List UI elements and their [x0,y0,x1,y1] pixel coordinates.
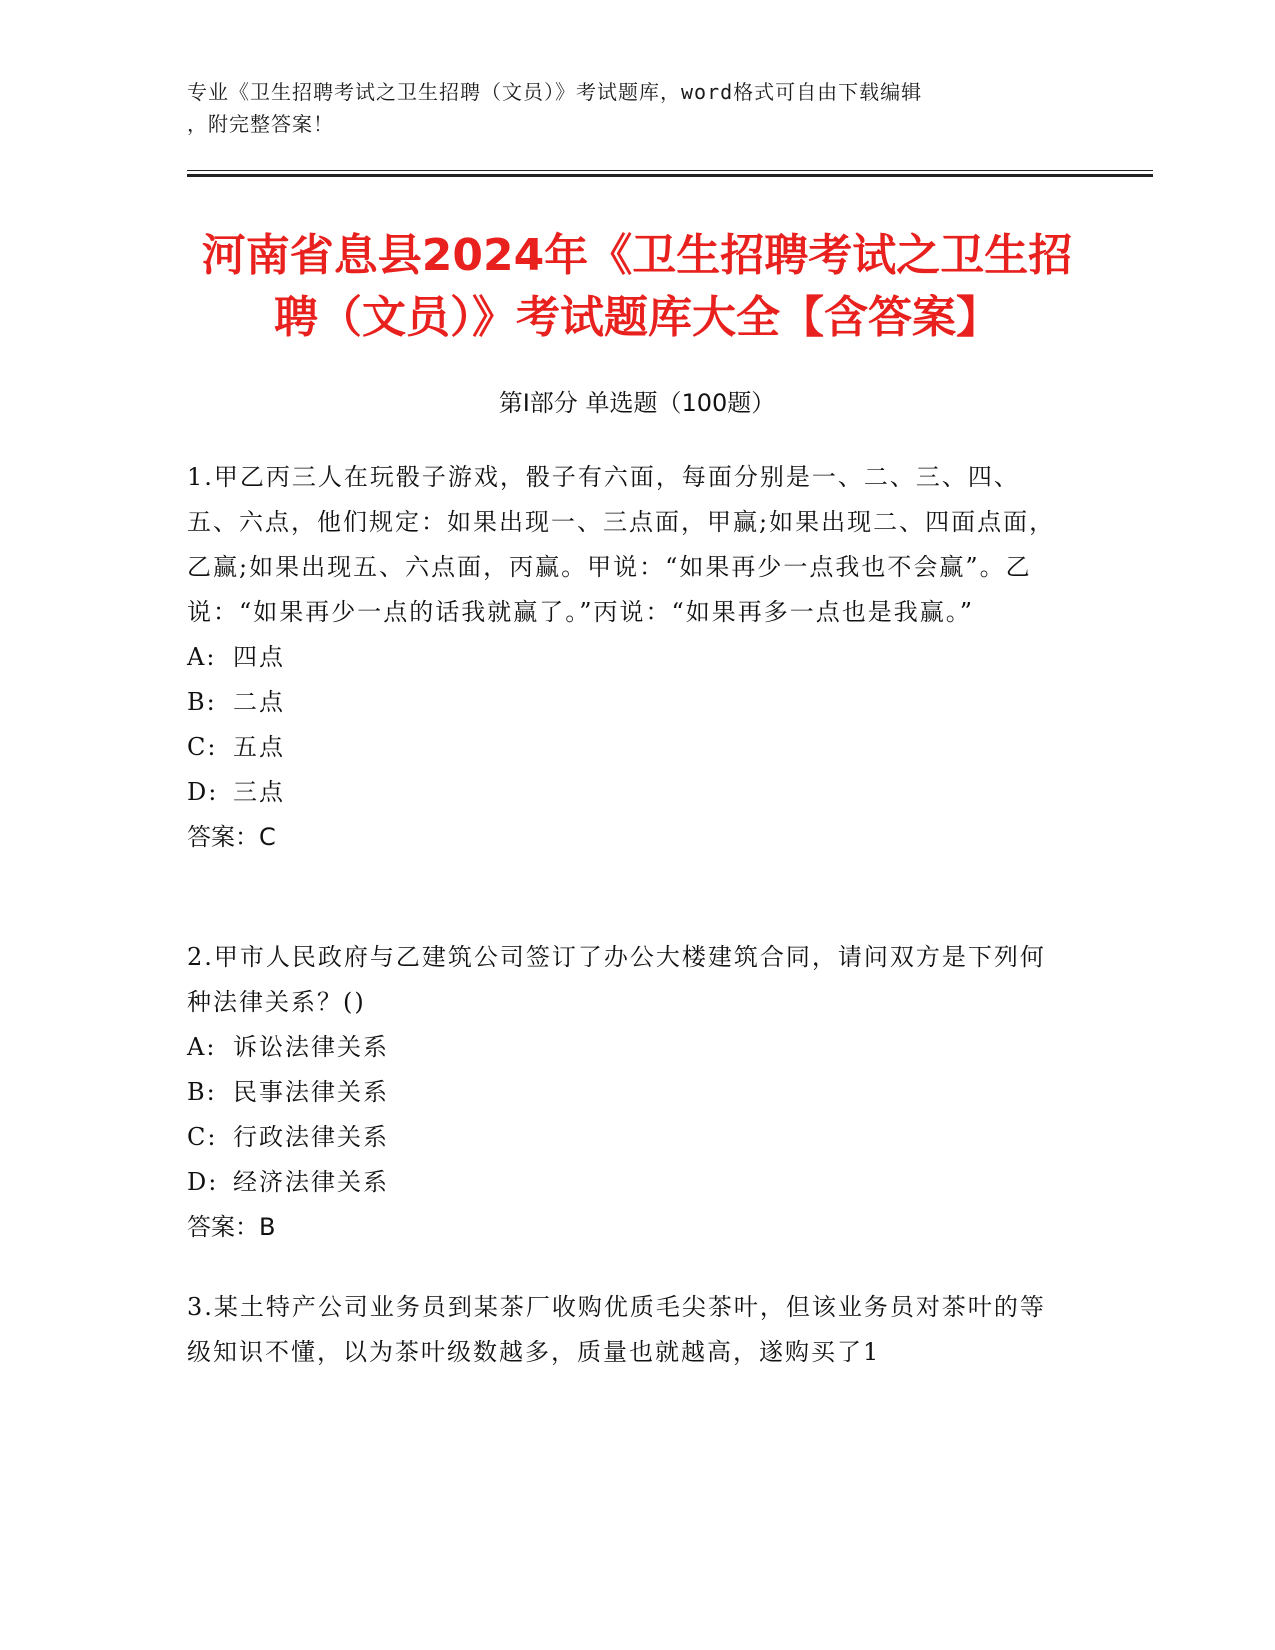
question-stem: 1.甲乙丙三人在玩骰子游戏，骰子有六面，每面分别是一、二、三、四、五、六点，他们规定：如果出现一、三点面，甲赢;如果出现二、四面点面，乙赢;如果出现五、六点面，丙赢。甲说：“如果再少一点我也不会赢”。乙说：“如果再少一点的话我就赢了。”丙说：“如果再多一点也是我赢。” [187,463,1056,626]
option-key: D: [187,778,219,806]
option-c [187,1115,1067,1160]
option-text: 经济法律关系 [233,1168,389,1196]
option-text: 四点 [233,643,285,671]
option-text: 民事法律关系 [233,1078,389,1106]
option-a [187,1025,1067,1070]
header-rule-thick [187,174,1153,177]
option-b [187,1070,1067,1115]
header-rule-thin [187,170,1153,171]
answer-line: 答案：B [187,1213,276,1241]
option-key: A: [187,643,217,671]
header-note-line-1: 专业《卫生招聘考试之卫生招聘（文员）》考试题库，word格式可自由下载编辑 [187,80,923,104]
question-1 [187,455,1067,860]
option-key: A: [187,1033,217,1061]
document-title-line-1: 河南省息县2024年《卫生招聘考试之卫生招 [201,230,1073,281]
option-key: C: [187,1123,218,1151]
question-2 [187,935,1067,1250]
option-key: B: [187,1078,217,1106]
answer-line: 答案：C [187,823,276,851]
option-b [187,680,1067,725]
option-text: 诉讼法律关系 [233,1033,389,1061]
document-title-line-2: 聘（文员）》考试题库大全【含答案】 [274,292,1000,343]
option-text: 行政法律关系 [233,1123,389,1151]
header-note-line-2: ，附完整答案！ [187,112,334,136]
option-d [187,1160,1067,1205]
option-d [187,770,1067,815]
question-3 [187,1285,1067,1375]
header-note [187,76,1087,140]
option-key: B: [187,688,217,716]
question-stem: 3.某土特产公司业务员到某茶厂收购优质毛尖茶叶，但该业务员对茶叶的等级知识不懂，以为茶叶级数越多，质量也就越高，遂购买了1 [187,1293,1046,1366]
document-title [187,225,1087,349]
option-text: 五点 [233,733,285,761]
option-a [187,635,1067,680]
option-text: 三点 [233,778,285,806]
option-text: 二点 [233,688,285,716]
option-key: C: [187,733,218,761]
option-c [187,725,1067,770]
question-stem: 2.甲市人民政府与乙建筑公司签订了办公大楼建筑合同，请问双方是下列何种法律关系？() [187,943,1046,1016]
option-key: D: [187,1168,219,1196]
section-heading: 第Ⅰ部分 单选题（100题） [498,389,776,417]
